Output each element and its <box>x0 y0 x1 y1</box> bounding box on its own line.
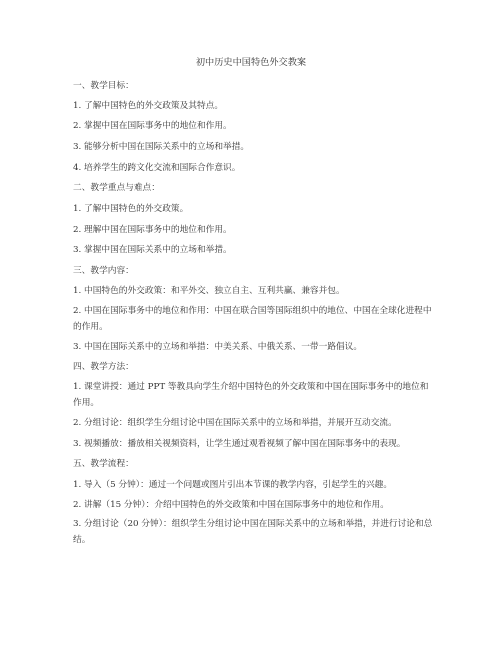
list-item: 2. 中国在国际事务中的地位和作用：中国在联合国等国际组织中的地位、中国在全球化进程中的作用。 <box>73 306 432 332</box>
list-item: 2. 讲解（15 分钟）：介绍中国特色的外交政策和中国在国际事务中的地位和作用。 <box>73 500 389 510</box>
list-item: 1. 了解中国特色的外交政策。 <box>73 204 189 214</box>
list-item: 2. 分组讨论：组织学生分组讨论中国在国际关系中的立场和举措，并展开互动交流。 <box>73 418 397 428</box>
list-item: 1. 课堂讲授：通过 PPT 等教具向学生介绍中国特色的外交政策和中国在国际事务中的地位和作用。 <box>73 382 429 408</box>
section-heading-key-points: 二、教学重点与难点： <box>73 183 160 193</box>
list-item: 1. 了解中国特色的外交政策及其特点。 <box>73 101 224 111</box>
document-title: 初中历史中国特色外交教案 <box>195 57 307 68</box>
list-item: 3. 掌握中国在国际关系中的立场和举措。 <box>73 245 232 255</box>
section-heading-objectives: 一、教学目标： <box>73 81 134 91</box>
section-heading-process: 五、教学流程： <box>73 459 134 469</box>
list-item: 3. 能够分析中国在国际关系中的立场和举措。 <box>73 142 250 152</box>
list-item: 3. 中国在国际关系中的立场和举措：中美关系、中俄关系、一带一路倡议。 <box>73 342 363 352</box>
list-item: 4. 培养学生的跨文化交流和国际合作意识。 <box>73 163 241 173</box>
list-item: 1. 中国特色的外交政策：和平外交、独立自主、互利共赢、兼容并包。 <box>73 286 345 296</box>
list-item: 2. 掌握中国在国际事务中的地位和作用。 <box>73 121 232 131</box>
list-item: 1. 导入（5 分钟）：通过一个问题或图片引出本节课的教学内容，引起学生的兴趣。 <box>73 480 393 490</box>
list-item: 2. 理解中国在国际事务中的地位和作用。 <box>73 225 232 235</box>
list-item: 3. 分组讨论（20 分钟）：组织学生分组讨论中国在国际关系中的立场和举措，并进行讨论和总结。 <box>73 519 433 545</box>
section-heading-methods: 四、教学方法： <box>73 362 134 372</box>
section-heading-content: 三、教学内容： <box>73 266 134 276</box>
list-item: 3. 视频播放：播放相关视频资料，让学生通过观看视频了解中国在国际事务中的表现。 <box>73 439 406 449</box>
